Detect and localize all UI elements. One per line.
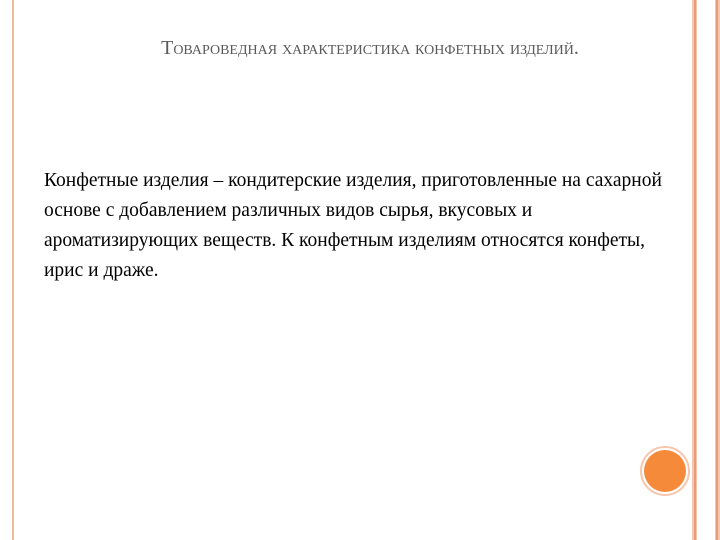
- right-border-line-inner: [716, 0, 718, 540]
- slide-body-text: Конфетные изделия – кондитерские изделия, приготовленные на сахарной основе с добавлением различных видов сырья, вкусовых и ароматизирующих веществ. К конфетным изделиям относятся конфеты, ирис и драже.: [44, 170, 662, 281]
- top-edge: [14, 0, 692, 6]
- left-border-line: [12, 0, 14, 540]
- decorative-circle-dot: [644, 450, 686, 492]
- slide-title: Товароведная характеристика конфетных изделий.: [161, 37, 579, 59]
- right-border-line-outer: [694, 0, 696, 540]
- right-band-inner: [697, 0, 715, 540]
